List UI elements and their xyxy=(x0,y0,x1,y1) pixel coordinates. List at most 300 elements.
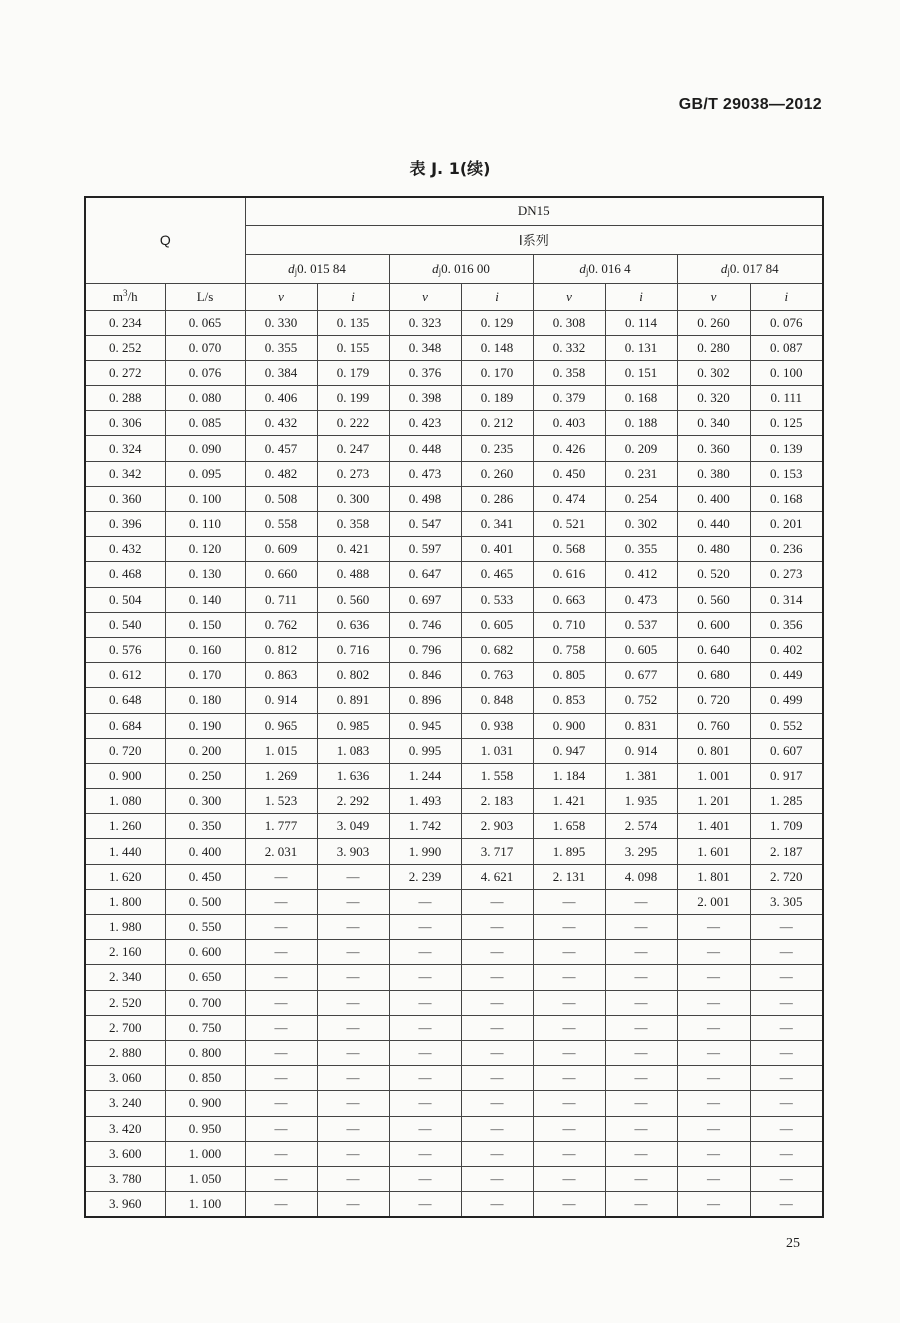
table-cell: — xyxy=(461,1066,533,1091)
table-cell: 0. 212 xyxy=(461,411,533,436)
table-cell: 1. 401 xyxy=(677,814,750,839)
table-cell: 0. 560 xyxy=(317,587,389,612)
table-cell: 0. 153 xyxy=(750,461,823,486)
table-cell: — xyxy=(317,1040,389,1065)
table-cell: 0. 090 xyxy=(165,436,245,461)
table-cell: 0. 616 xyxy=(533,562,605,587)
table-cell: 0. 947 xyxy=(533,738,605,763)
table-cell: 0. 360 xyxy=(677,436,750,461)
table-cell: 0. 358 xyxy=(317,512,389,537)
table-cell: 0. 340 xyxy=(677,411,750,436)
table-cell: 0. 720 xyxy=(85,738,165,763)
table-cell: 0. 796 xyxy=(389,637,461,662)
diameter-value: 0. 016 00 xyxy=(441,260,490,276)
diameter-group-header xyxy=(245,254,389,283)
table-cell: 3. 049 xyxy=(317,814,389,839)
table-cell: 0. 600 xyxy=(165,940,245,965)
table-cell: 0. 272 xyxy=(85,360,165,385)
table-cell: — xyxy=(750,1015,823,1040)
table-cell: 0. 812 xyxy=(245,637,317,662)
table-cell: 0. 160 xyxy=(165,637,245,662)
table-cell: — xyxy=(317,915,389,940)
table-cell: — xyxy=(317,1116,389,1141)
table-cell: 0. 114 xyxy=(605,310,677,335)
table-cell: 0. 896 xyxy=(389,688,461,713)
table-cell: 4. 621 xyxy=(461,864,533,889)
table-cell: 0. 396 xyxy=(85,512,165,537)
table-cell: 1. 001 xyxy=(677,763,750,788)
table-cell: 1. 636 xyxy=(317,763,389,788)
table-cell: — xyxy=(750,990,823,1015)
table-cell: 1. 381 xyxy=(605,763,677,788)
table-cell: 0. 308 xyxy=(533,310,605,335)
table-cell: 0. 760 xyxy=(677,713,750,738)
table-cell: 0. 236 xyxy=(750,537,823,562)
table-cell: — xyxy=(533,990,605,1015)
table-cell: — xyxy=(245,1040,317,1065)
table-cell: 0. 406 xyxy=(245,386,317,411)
table-cell: — xyxy=(533,965,605,990)
diameter-symbol: d xyxy=(288,260,295,276)
table-cell: — xyxy=(245,1091,317,1116)
table-cell: 1. 980 xyxy=(85,915,165,940)
table-cell: 0. 914 xyxy=(245,688,317,713)
table-row xyxy=(85,612,823,637)
table-cell: 0. 716 xyxy=(317,637,389,662)
table-cell: — xyxy=(317,1091,389,1116)
table-cell: 0. 558 xyxy=(245,512,317,537)
table-cell: 0. 537 xyxy=(605,612,677,637)
table-row xyxy=(85,713,823,738)
table-cell: 0. 846 xyxy=(389,663,461,688)
table-cell: 0. 758 xyxy=(533,637,605,662)
table-cell: — xyxy=(245,1141,317,1166)
table-row xyxy=(85,965,823,990)
table-cell: — xyxy=(677,915,750,940)
table-cell: 1. 935 xyxy=(605,789,677,814)
table-cell: 0. 421 xyxy=(317,537,389,562)
table-cell: 0. 070 xyxy=(165,335,245,360)
table-cell: 0. 432 xyxy=(85,537,165,562)
table-cell: 0. 355 xyxy=(605,537,677,562)
diameter-value: 0. 016 4 xyxy=(588,260,631,276)
table-cell: 0. 650 xyxy=(165,965,245,990)
table-cell: — xyxy=(389,1066,461,1091)
table-cell: 0. 560 xyxy=(677,587,750,612)
table-cell: 0. 379 xyxy=(533,386,605,411)
table-cell: 0. 250 xyxy=(165,763,245,788)
table-cell: — xyxy=(245,889,317,914)
table-cell: 0. 605 xyxy=(461,612,533,637)
table-cell: 1. 777 xyxy=(245,814,317,839)
table-cell: 0. 148 xyxy=(461,335,533,360)
diameter-symbol: d xyxy=(579,260,586,276)
table-cell: 0. 355 xyxy=(245,335,317,360)
table-cell: 1. 620 xyxy=(85,864,165,889)
table-cell: 0. 648 xyxy=(85,688,165,713)
table-cell: — xyxy=(461,1091,533,1116)
table-cell: 1. 015 xyxy=(245,738,317,763)
table-cell: 1. 990 xyxy=(389,839,461,864)
diameter-subscript: j xyxy=(294,266,298,277)
table-row xyxy=(85,436,823,461)
table-cell: 0. 499 xyxy=(750,688,823,713)
table-row xyxy=(85,814,823,839)
table-cell: 0. 677 xyxy=(605,663,677,688)
table-title: 表 J. 1(续) xyxy=(409,159,491,178)
table-cell: — xyxy=(677,1116,750,1141)
table-cell: 3. 305 xyxy=(750,889,823,914)
table-cell: 1. 269 xyxy=(245,763,317,788)
diameter-group-header xyxy=(533,254,677,283)
table-cell: 0. 131 xyxy=(605,335,677,360)
table-cell: — xyxy=(605,940,677,965)
unit-m3h-rest: /h xyxy=(127,289,138,304)
table-cell: 0. 640 xyxy=(677,637,750,662)
table-cell: 0. 801 xyxy=(677,738,750,763)
table-cell: 0. 288 xyxy=(85,386,165,411)
table-cell: 0. 155 xyxy=(317,335,389,360)
table-cell: 0. 180 xyxy=(165,688,245,713)
table-cell: — xyxy=(461,889,533,914)
table-cell: 0. 151 xyxy=(605,360,677,385)
table-cell: — xyxy=(750,940,823,965)
table-cell: 0. 504 xyxy=(85,587,165,612)
table-cell: 0. 168 xyxy=(605,386,677,411)
table-row xyxy=(85,990,823,1015)
table-cell: 0. 306 xyxy=(85,411,165,436)
table-cell: 0. 350 xyxy=(165,814,245,839)
table-cell: — xyxy=(461,1141,533,1166)
table-cell: — xyxy=(317,940,389,965)
table-cell: 3. 600 xyxy=(85,1141,165,1166)
table-cell: 0. 552 xyxy=(750,713,823,738)
table-cell: — xyxy=(389,990,461,1015)
table-cell: — xyxy=(389,915,461,940)
unit-m3h-sup: 3 xyxy=(123,288,128,298)
table-cell: 0. 300 xyxy=(165,789,245,814)
table-body xyxy=(85,310,823,1217)
table-cell: 0. 398 xyxy=(389,386,461,411)
table-cell: — xyxy=(533,1166,605,1191)
table-cell: 0. 710 xyxy=(533,612,605,637)
diameter-value: 0. 017 84 xyxy=(729,260,779,276)
table-cell: 0. 891 xyxy=(317,688,389,713)
table-cell: — xyxy=(605,1040,677,1065)
table-cell: — xyxy=(317,1166,389,1191)
table-cell: — xyxy=(317,1015,389,1040)
table-cell: — xyxy=(533,1015,605,1040)
table-cell: 0. 508 xyxy=(245,486,317,511)
table-row xyxy=(85,1141,823,1166)
table-cell: — xyxy=(750,1116,823,1141)
table-cell: 0. 100 xyxy=(750,360,823,385)
table-cell: 0. 314 xyxy=(750,587,823,612)
unit-row xyxy=(85,283,823,310)
table-cell: 0. 965 xyxy=(245,713,317,738)
table-cell: 0. 140 xyxy=(165,587,245,612)
table-cell: — xyxy=(245,864,317,889)
table-row xyxy=(85,738,823,763)
table-cell: 0. 900 xyxy=(85,763,165,788)
table-cell: — xyxy=(317,965,389,990)
flow-table xyxy=(84,196,824,1218)
table-cell: 0. 468 xyxy=(85,562,165,587)
table-cell: 0. 474 xyxy=(533,486,605,511)
table-cell: 0. 711 xyxy=(245,587,317,612)
table-cell: 2. 340 xyxy=(85,965,165,990)
table-cell: — xyxy=(750,1192,823,1217)
table-cell: 0. 609 xyxy=(245,537,317,562)
table-cell: 0. 450 xyxy=(533,461,605,486)
table-cell: — xyxy=(750,1066,823,1091)
table-cell: 0. 680 xyxy=(677,663,750,688)
table-cell: 2. 574 xyxy=(605,814,677,839)
table-cell: — xyxy=(245,1192,317,1217)
table-cell: 0. 150 xyxy=(165,612,245,637)
table-cell: 1. 801 xyxy=(677,864,750,889)
table-cell: — xyxy=(605,1116,677,1141)
table-cell: 0. 342 xyxy=(85,461,165,486)
table-cell: 1. 742 xyxy=(389,814,461,839)
table-cell: — xyxy=(750,1141,823,1166)
table-cell: 0. 457 xyxy=(245,436,317,461)
table-cell: 0. 521 xyxy=(533,512,605,537)
table-cell: 0. 597 xyxy=(389,537,461,562)
table-cell: 1. 080 xyxy=(85,789,165,814)
unit-ls-header: L/s xyxy=(165,283,245,310)
table-cell: 1. 031 xyxy=(461,738,533,763)
table-row xyxy=(85,512,823,537)
table-cell: 1. 440 xyxy=(85,839,165,864)
table-cell: — xyxy=(605,889,677,914)
table-cell: 0. 540 xyxy=(85,612,165,637)
table-cell: 0. 302 xyxy=(605,512,677,537)
table-cell: 0. 076 xyxy=(750,310,823,335)
page-number: 25 xyxy=(786,1236,800,1251)
table-cell: 0. 449 xyxy=(750,663,823,688)
unit-m3h-header xyxy=(85,283,165,310)
table-cell: — xyxy=(677,990,750,1015)
table-cell: — xyxy=(245,990,317,1015)
table-cell: 0. 252 xyxy=(85,335,165,360)
table-cell: 4. 098 xyxy=(605,864,677,889)
table-cell: 0. 746 xyxy=(389,612,461,637)
table-cell: 0. 663 xyxy=(533,587,605,612)
table-cell: 0. 482 xyxy=(245,461,317,486)
table-cell: — xyxy=(750,1091,823,1116)
table-cell: 2. 903 xyxy=(461,814,533,839)
table-cell: — xyxy=(677,1066,750,1091)
table-cell: 0. 762 xyxy=(245,612,317,637)
table-cell: 3. 420 xyxy=(85,1116,165,1141)
unit-m3h-base: m xyxy=(112,289,123,304)
table-cell: 0. 170 xyxy=(165,663,245,688)
table-cell: 0. 720 xyxy=(677,688,750,713)
table-cell: — xyxy=(677,1040,750,1065)
table-cell: — xyxy=(245,940,317,965)
table-cell: — xyxy=(245,965,317,990)
table-cell: — xyxy=(461,990,533,1015)
table-cell: 0. 360 xyxy=(85,486,165,511)
table-cell: 0. 763 xyxy=(461,663,533,688)
gradient-header: i xyxy=(461,283,533,310)
table-cell: 0. 533 xyxy=(461,587,533,612)
table-cell: — xyxy=(317,864,389,889)
table-cell: 0. 612 xyxy=(85,663,165,688)
table-cell: 2. 031 xyxy=(245,839,317,864)
table-cell: 0. 324 xyxy=(85,436,165,461)
table-cell: 0. 938 xyxy=(461,713,533,738)
table-cell: 0. 700 xyxy=(165,990,245,1015)
table-cell: 0. 900 xyxy=(533,713,605,738)
table-cell: 0. 576 xyxy=(85,637,165,662)
table-cell: — xyxy=(750,1166,823,1191)
velocity-header: v xyxy=(245,283,317,310)
table-row xyxy=(85,386,823,411)
table-cell: 0. 550 xyxy=(165,915,245,940)
table-cell: 0. 286 xyxy=(461,486,533,511)
table-cell: 0. 400 xyxy=(677,486,750,511)
table-cell: 3. 240 xyxy=(85,1091,165,1116)
table-cell: — xyxy=(317,1192,389,1217)
table-cell: 0. 498 xyxy=(389,486,461,511)
table-cell: 1. 601 xyxy=(677,839,750,864)
table-cell: 0. 320 xyxy=(677,386,750,411)
table-cell: 0. 985 xyxy=(317,713,389,738)
table-cell: — xyxy=(533,1066,605,1091)
table-cell: 2. 700 xyxy=(85,1015,165,1040)
table-cell: 3. 780 xyxy=(85,1166,165,1191)
table-cell: 0. 682 xyxy=(461,637,533,662)
table-cell: 1. 523 xyxy=(245,789,317,814)
table-cell: — xyxy=(533,915,605,940)
table-cell: 0. 800 xyxy=(165,1040,245,1065)
table-cell: 0. 120 xyxy=(165,537,245,562)
table-row xyxy=(85,915,823,940)
table-cell: 0. 168 xyxy=(750,486,823,511)
table-row xyxy=(85,562,823,587)
table-cell: 1. 709 xyxy=(750,814,823,839)
table-cell: 1. 493 xyxy=(389,789,461,814)
table-cell: 0. 358 xyxy=(533,360,605,385)
table-cell: 0. 400 xyxy=(165,839,245,864)
table-cell: 1. 558 xyxy=(461,763,533,788)
table-cell: 0. 201 xyxy=(750,512,823,537)
table-cell: 0. 188 xyxy=(605,411,677,436)
table-row xyxy=(85,310,823,335)
table-cell: — xyxy=(389,1192,461,1217)
table-cell: — xyxy=(677,1141,750,1166)
table-cell: 3. 717 xyxy=(461,839,533,864)
table-cell: 0. 273 xyxy=(750,562,823,587)
table-cell: 0. 235 xyxy=(461,436,533,461)
table-cell: 0. 080 xyxy=(165,386,245,411)
table-row xyxy=(85,411,823,436)
table-cell: 1. 658 xyxy=(533,814,605,839)
table-cell: 0. 863 xyxy=(245,663,317,688)
table-cell: — xyxy=(750,915,823,940)
table-cell: 0. 199 xyxy=(317,386,389,411)
table-row xyxy=(85,889,823,914)
table-cell: 0. 209 xyxy=(605,436,677,461)
table-cell: 0. 302 xyxy=(677,360,750,385)
table-cell: — xyxy=(533,889,605,914)
table-row xyxy=(85,637,823,662)
table-cell: 1. 895 xyxy=(533,839,605,864)
table-cell: — xyxy=(461,1015,533,1040)
table-cell: 0. 568 xyxy=(533,537,605,562)
table-cell: — xyxy=(750,1040,823,1065)
table-cell: 1. 201 xyxy=(677,789,750,814)
table-cell: 0. 076 xyxy=(165,360,245,385)
table-cell: 0. 348 xyxy=(389,335,461,360)
table-cell: 0. 480 xyxy=(677,537,750,562)
diameter-subscript: j xyxy=(727,266,730,277)
table-cell: — xyxy=(317,889,389,914)
table-cell: — xyxy=(605,965,677,990)
table-cell: 0. 110 xyxy=(165,512,245,537)
table-cell: 0. 412 xyxy=(605,562,677,587)
table-cell: 0. 254 xyxy=(605,486,677,511)
table-cell: 0. 684 xyxy=(85,713,165,738)
gradient-header: i xyxy=(605,283,677,310)
table-row xyxy=(85,335,823,360)
table-row xyxy=(85,663,823,688)
table-cell: 2. 239 xyxy=(389,864,461,889)
table-cell: 0. 139 xyxy=(750,436,823,461)
table-cell: — xyxy=(677,1091,750,1116)
table-cell: 2. 131 xyxy=(533,864,605,889)
table-cell: 0. 403 xyxy=(533,411,605,436)
table-row xyxy=(85,1192,823,1217)
table-cell: 0. 332 xyxy=(533,335,605,360)
table-cell: 0. 356 xyxy=(750,612,823,637)
table-row xyxy=(85,1166,823,1191)
table-cell: 0. 402 xyxy=(750,637,823,662)
table-cell: 1. 000 xyxy=(165,1141,245,1166)
table-cell: — xyxy=(389,1040,461,1065)
table-cell: 0. 752 xyxy=(605,688,677,713)
table-cell: — xyxy=(461,1040,533,1065)
table-cell: 0. 135 xyxy=(317,310,389,335)
table-cell: — xyxy=(533,1091,605,1116)
table-cell: 0. 323 xyxy=(389,310,461,335)
table-cell: 0. 450 xyxy=(165,864,245,889)
table-cell: 0. 280 xyxy=(677,335,750,360)
table-cell: — xyxy=(533,1192,605,1217)
table-cell: 0. 605 xyxy=(605,637,677,662)
table-row xyxy=(85,360,823,385)
table-cell: — xyxy=(389,1166,461,1191)
table-row xyxy=(85,1040,823,1065)
table-cell: — xyxy=(389,889,461,914)
table-row xyxy=(85,789,823,814)
table-cell: — xyxy=(317,990,389,1015)
table-cell: 0. 130 xyxy=(165,562,245,587)
table-cell: 0. 200 xyxy=(165,738,245,763)
table-cell: 0. 750 xyxy=(165,1015,245,1040)
table-cell: — xyxy=(245,1015,317,1040)
table-cell: 0. 376 xyxy=(389,360,461,385)
table-cell: 1. 100 xyxy=(165,1192,245,1217)
table-row xyxy=(85,461,823,486)
series-header: Ⅰ系列 xyxy=(245,225,823,254)
table-cell: — xyxy=(389,940,461,965)
table-cell: 0. 095 xyxy=(165,461,245,486)
table-cell: — xyxy=(605,1091,677,1116)
table-cell: — xyxy=(605,1015,677,1040)
